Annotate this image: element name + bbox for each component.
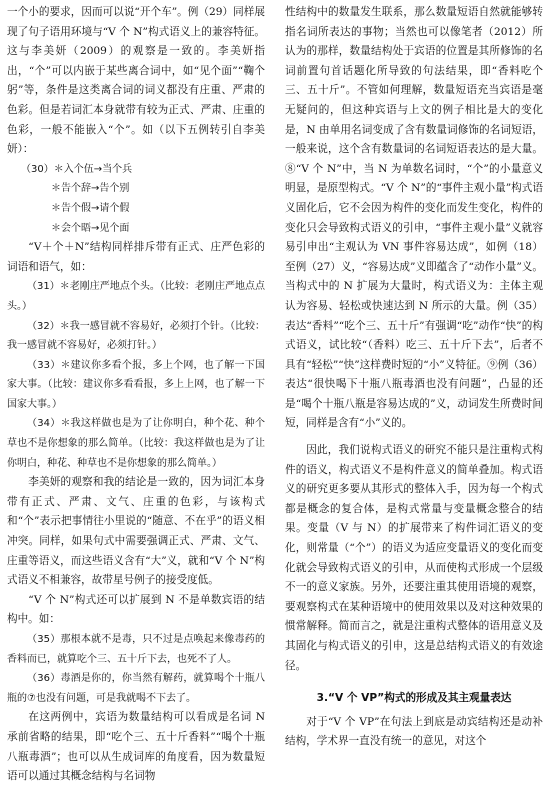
left-column bbox=[7, 3, 265, 787]
example-30-item-2: ＊告个假→请个假 bbox=[51, 202, 130, 214]
example-31: （31）＊老刚庄严地点个头。（比较：老刚庄严地点点头。） bbox=[7, 281, 265, 312]
section-heading: 3.“V 个 VP”构式的形成及其主观量表达 bbox=[316, 692, 512, 705]
example-30-item-3: ＊会个晤→见个面 bbox=[51, 222, 130, 234]
paragraph-extension: “V 个 N”构式还可以扩展到 N 不是单数宾语的结构中。如： bbox=[7, 593, 265, 626]
example-34: （34）＊我这样做也是为了让你明白，种个花、种个草也不是你想象的那么简单。（比较：我这样做也是为了让你明白，种花、种草也不是你想象的那么简单。） bbox=[7, 418, 265, 469]
paragraph-li-meiyan-observation: 一个小的要求，因而可以说“开个车”。例（29）同样展现了句子语用环境与“V 个 N”构式语义上的兼容特征。这与李美妍（2009）的观察是一致的。李美妍指出，“个”可以内嵌于某些离合词中，如“见个面”“鞠个躬”等，条件是这类离合词的词义都没有庄重、严肃的色彩。但是若词汇本身就带有较为正式、严肃、庄重的色彩，一般不能嵌入“个”。如（以下五例转引自李美妍）： bbox=[7, 6, 265, 156]
example-30-item-1: ＊告个辞→告个别 bbox=[51, 183, 130, 195]
paragraph-v-ge-vp: 对于“V 个 VP”在句法上到底是动宾结构还是动补结构，学术界一直没有统一的意见，对这个 bbox=[285, 715, 543, 748]
paragraph-quantity-object: 在这两例中，宾语为数量结构可以看成是名词 N 承前省略的结果，即“吃个三、五十斤香料”“喝个十瓶八瓶毒酒”；也可以从生成词库的角度看，因为数量短语可以通过其概念结构与名词物 bbox=[7, 711, 265, 783]
paragraph-construction-semantics: 因此，我们说构式语义的研究不能只是注重构式构件的语义，构式语义不是构件意义的简单叠加。构式语义的研究更多要从其形式的整体入手，因为每一个构式都是概念的复合体，是构式常量与变量概念整合的结果。变量（V 与 N）的扩展带来了构件词汇语义的变化，则常量（“个”）的语义为适应变量语义的变化而变化就会导致构式语义的引申，从而使构式形成一个层级不一的意义家族。另外，还要注重其使用语境的观察，要观察构式在某种语境中的使用效果以及对这种效果的惯常解释。简而言之，就是注重构式整体的语用意义及其固化与构式语义的引申，这是总结构式语义的有效途径。 bbox=[285, 444, 543, 672]
example-33: （33）＊建议你多看个报，多上个网，也了解一下国家大事。（比较：建议你多看看报，多上上网，也了解一下国家大事。） bbox=[7, 359, 265, 410]
example-35: （35）那根本就不是毒，只不过是点唤起来像毒药的香料而已，就算吃个三、五十斤下去，也死不了人。 bbox=[7, 634, 265, 665]
example-32: （32）＊我一感冒就不容易好，必须打个针。（比较：我一感冒就不容易好，必须打针。） bbox=[7, 320, 265, 352]
paragraph-v-ge-n-exclusion: “V＋个＋N”结构同样排斥带有正式、庄严色彩的词语和语气，如： bbox=[7, 241, 265, 273]
paragraph-conclusion-consistent: 李美妍的观察和我的结论是一致的，因为词汇本身带有正式、严肃、文气、庄重的色彩，与该构式和“个”表示把事情往小里说的“随意、不在乎”的语义相冲突。同样，如果句式中需要强调正式、严肃、文气、庄重等语义，而这些语义含有“大”义，就和“V 个 N”构式语义不相兼容，故带星号例子的接受度低。 bbox=[7, 476, 265, 587]
example-30: （30）＊入个伍→当个兵 bbox=[21, 163, 133, 175]
example-36: （36）毒酒是你的，你当然有解药，就算喝个十瓶八瓶的⑦也没有问题，可是我就喝不下去了。 bbox=[7, 673, 265, 704]
right-column bbox=[285, 3, 543, 752]
paragraph-quantity-phrase: 性结构中的数量发生联系，那么数量短语自然就能够转指名词所表达的事物；当然也可以像笔者（2012）所认为的那样，数量结构处于宾语的位置是其所修饰的名词前置句首话题化所导致的句法结果，即“香料吃个三、五十斤”。不管如何理解，数量短语充当宾语是毫无疑问的，但这种宾语与上文的例子相比是大的变化是，N 由单用名词变成了含有数量词修饰的名词短语，一般来说，这个含有数量词的名词短语表达的是大量。⑧“V 个 N”中，当 N 为单数名词时，“个”的小量意义明显，是原型构式。“V 个 N”的“事件主观小量”构式语义固化后，它不会因为构件的变化而发生变化，构件的变化只会导致构式语义的引申，“事件主观小量”义就容易引申出“主观认为 VN 事件容易达成”，如例（18）至例（27）义，“容易达成”义即蕴含了“动作小量”义。当构式中的 N 扩展为大量时，构式语义为：主体主观认为容易、轻松或快速达到 N 所示的大量。例（35）表达“香料”“吃个三、五十斤”有强调“吃”动作“快”的构式语义，试比较“（香料）吃三、五十斤下去”，后者不具有“轻松”“快”这样费时短的“小”义特征。⑨例（36）表达“很快喝下十瓶八瓶毒酒也没有问题”，凸显的还是“喝个十瓶八瓶是容易达成的”义，动词发生所费时间短，同样是含有“小”义的。 bbox=[285, 6, 543, 430]
